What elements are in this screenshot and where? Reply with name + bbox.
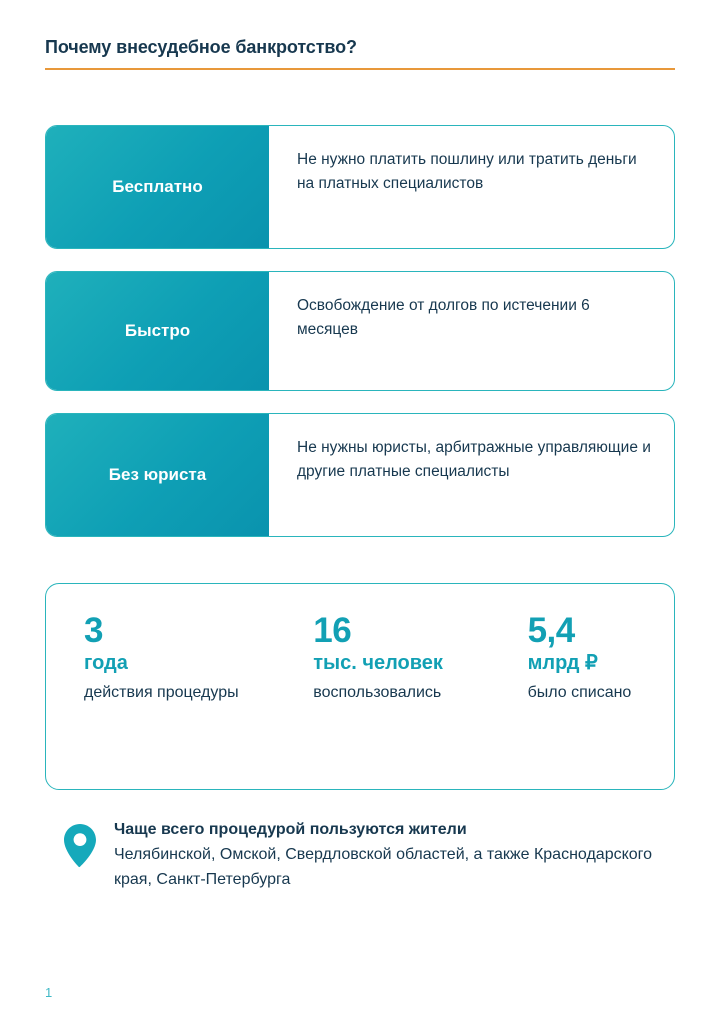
regions-footnote-text bbox=[104, 818, 680, 892]
benefit-card-text: Не нужны юристы, арбитражные управляющие и другие платные специалисты bbox=[297, 439, 651, 480]
page-header bbox=[45, 36, 675, 70]
regions-footnote-body: Челябинской, Омской, Свердловской областей, а также Краснодарского края, Санкт-Петербурга bbox=[114, 846, 653, 888]
benefit-card bbox=[45, 125, 675, 249]
benefit-card-list bbox=[45, 125, 675, 559]
statistics-panel bbox=[45, 583, 675, 790]
page-number: 1 bbox=[45, 985, 53, 1000]
statistic-description: воспользовались bbox=[313, 684, 442, 701]
statistic-unit: млрд ₽ bbox=[527, 652, 598, 674]
benefit-card-text: Не нужно платить пошлину или тратить деньги на платных специалистов bbox=[297, 151, 637, 192]
statistic-item bbox=[46, 612, 275, 704]
statistic-number: 5,4 bbox=[527, 611, 575, 650]
benefit-card-label: Быстро bbox=[46, 272, 269, 390]
statistic-unit: года bbox=[84, 652, 128, 674]
statistic-description: действия процедуры bbox=[84, 684, 239, 701]
location-pin-icon bbox=[60, 818, 104, 875]
statistic-unit: тыс. человек bbox=[313, 652, 443, 674]
statistic-number: 16 bbox=[313, 611, 352, 650]
statistic-description: было списано bbox=[527, 684, 632, 701]
page-title: Почему внесудебное банкротство? bbox=[45, 37, 357, 57]
header-divider bbox=[45, 68, 675, 70]
statistic-item bbox=[275, 612, 489, 704]
regions-footnote bbox=[60, 818, 680, 892]
benefit-card-label: Без юриста bbox=[46, 414, 269, 536]
benefit-card bbox=[45, 271, 675, 391]
benefit-card-text: Освобождение от долгов по истечении 6 месяцев bbox=[297, 297, 590, 338]
statistics-row bbox=[46, 584, 674, 704]
benefit-card-label: Бесплатно bbox=[46, 126, 269, 248]
benefit-card bbox=[45, 413, 675, 537]
statistic-item bbox=[490, 612, 674, 704]
statistic-number: 3 bbox=[84, 611, 103, 650]
regions-footnote-title: Чаще всего процедурой пользуются жители bbox=[114, 821, 467, 838]
